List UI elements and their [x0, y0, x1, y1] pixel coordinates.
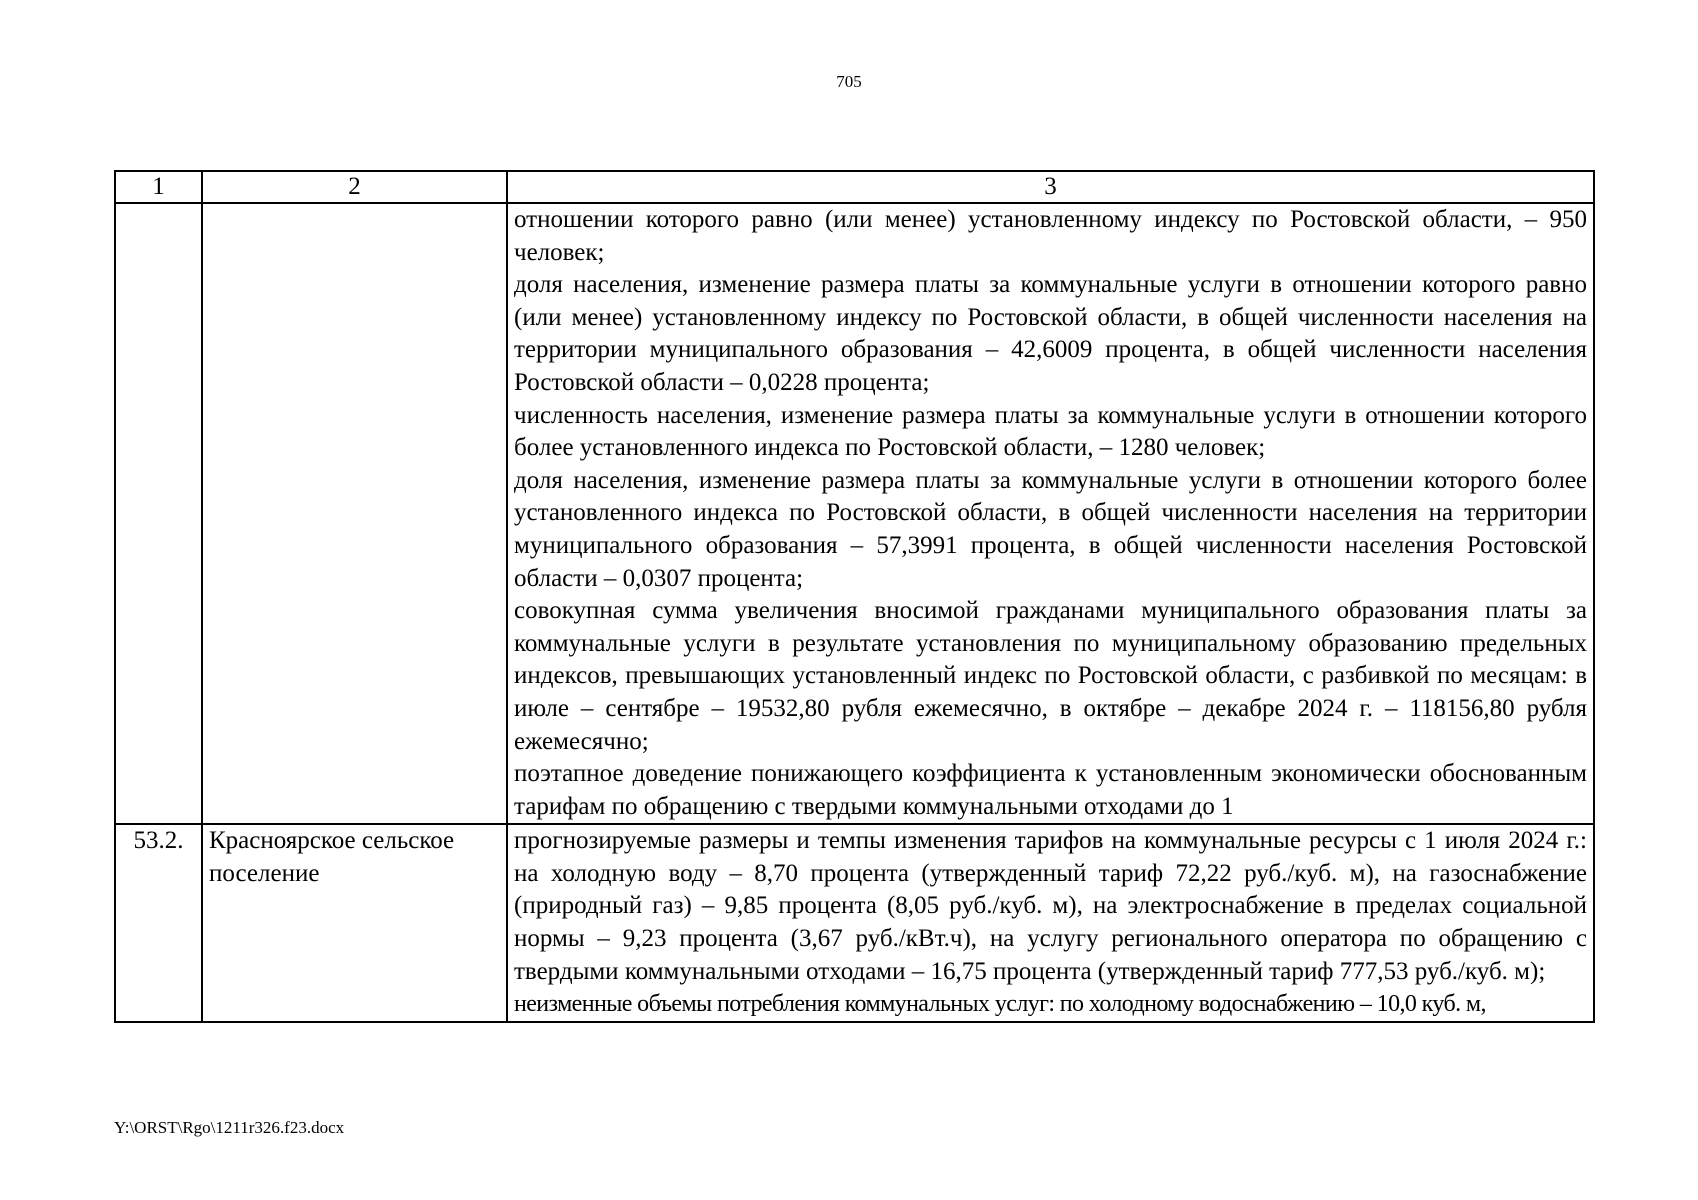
table-row [115, 824, 1594, 1022]
description-paragraph: доля населения, изменение размера платы за коммунальные услуги в отношении которого более установленного индекса по Ростовской области, в общей численности населения на территории муниципального образования – 57,3991 процента, в общей численности населения Ростовской области – 0,0307 процента; [514, 466, 1587, 592]
column-header-2: 2 [202, 171, 507, 203]
settlement-name-cell [202, 203, 507, 824]
table-header-row [115, 171, 1594, 203]
page-number: 705 [836, 72, 862, 91]
column-header-1: 1 [115, 171, 202, 203]
description-paragraph: поэтапное доведение понижающего коэффициента к установленным экономически обоснованным тарифам по обращению с твердыми коммунальными отходами до 1 [514, 760, 1587, 820]
column-header-3: 3 [507, 171, 1594, 203]
document-table [114, 170, 1595, 1023]
description-paragraph: неизменные объемы потребления коммунальных услуг: по холодному водоснабжению – 10,0 куб. м, [514, 991, 1486, 1018]
description-paragraph: численность населения, изменение размера платы за коммунальные услуги в отношении которого более установленного индекса по Ростовской области, – 1280 человек; [514, 401, 1587, 462]
row-number-cell: 53.2. [115, 824, 202, 1022]
row-number-cell [115, 203, 202, 824]
description-paragraph: совокупная сумма увеличения вносимой гражданами муниципального образования платы за коммунальные услуги в результате установления по муниципальному образованию предельных индексов, превышающих установленный индекс по Ростовской области, с разбивкой по месяцам: в июле – сентябре – 19532,80 рубля ежемесячно, в октябре – декабре 2024 г. – 118156,80 рубля ежемесячно; [514, 597, 1587, 755]
description-paragraph: отношении которого равно (или менее) установленному индексу по Ростовской области, – 950 человек; [514, 206, 1587, 266]
settlement-name-cell: Красноярское сельское поселение [202, 824, 507, 1022]
description-cell [507, 824, 1594, 1022]
description-paragraph: доля населения, изменение размера платы за коммунальные услуги в отношении которого равно (или менее) установленному индексу по Ростовской области, в общей численности населения на территории муниципального образования – 42,6009 процента, в общей численности населения Ростовской области – 0,0228 процента; [514, 271, 1587, 396]
footer-file-path: Y:\ORST\Rgo\1211r326.f23.docx [114, 1118, 345, 1137]
description-paragraph: прогнозируемые размеры и темпы изменения тарифов на коммунальные ресурсы с 1 июля 2024 г.: на холодную воду – 8,70 процента (утвержденный тариф 72,22 руб./куб. м), на газоснабжение (природный газ) – 9,85 процента (8,05 руб./куб. м), на электроснабжение в пределах социальной нормы – 9,23 процента (3,67 руб./кВт.ч), на услугу регионального оператора по обращению с твердыми коммунальными отходами – 16,75 процента (утвержденный тариф 777,53 руб./куб. м); [514, 827, 1587, 985]
table-row [115, 203, 1594, 824]
description-cell [507, 203, 1594, 824]
